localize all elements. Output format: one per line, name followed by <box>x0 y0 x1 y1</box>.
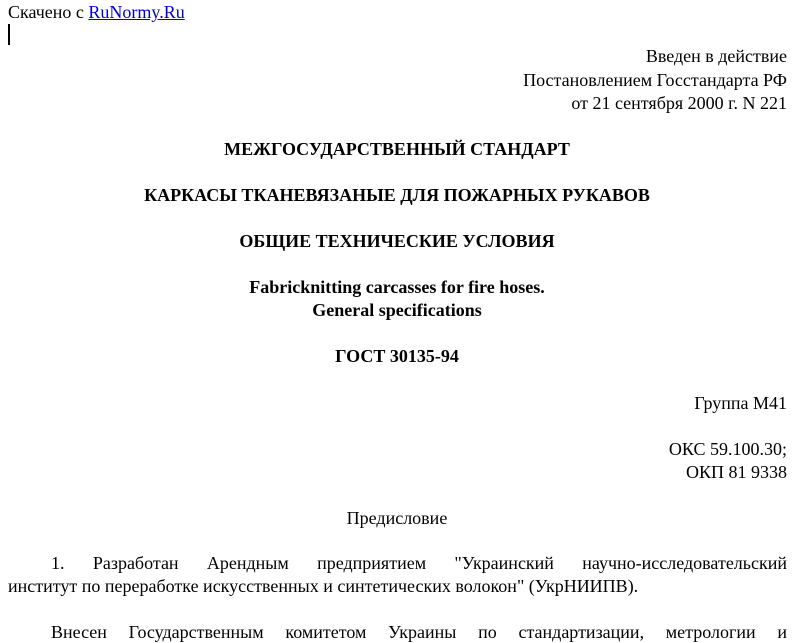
preface-paragraph-1-line-1: 1. Разработан Арендным предприятием "Украинский научно-исследовательский <box>51 553 787 573</box>
standard-type-heading: МЕЖГОСУДАРСТВЕННЫЙ СТАНДАРТ <box>224 139 570 159</box>
intro-line-2: Постановлением Госстандарта РФ <box>523 70 787 90</box>
source-link[interactable]: RuNormy.Ru <box>88 2 185 22</box>
source-prefix: Скачено с <box>8 2 89 22</box>
english-title-line-2: General specifications <box>312 300 482 320</box>
intro-line-1: Введен в действие <box>645 46 787 66</box>
okp-code: ОКП 81 9338 <box>685 462 787 482</box>
standard-code: ГОСТ 30135-94 <box>335 346 459 366</box>
intro-line-3: от 21 сентября 2000 г. N 221 <box>571 93 787 113</box>
standard-subtitle-heading: ОБЩИЕ ТЕХНИЧЕСКИЕ УСЛОВИЯ <box>239 231 555 251</box>
text-cursor <box>8 24 10 45</box>
preface-heading: Предисловие <box>346 508 448 528</box>
group-code: Группа М41 <box>694 393 787 413</box>
preface-paragraph-2-line-1: Внесен Государственным комитетом Украины по стандартизации, метрологии и <box>51 622 787 642</box>
oks-code: ОКС 59.100.30; <box>668 439 787 459</box>
preface-paragraph-1-line-2: институт по переработке искусственных и синтетических волокон" (УкрНИИПВ). <box>8 576 639 596</box>
standard-name-heading: КАРКАСЫ ТКАНЕВЯЗАНЫЕ ДЛЯ ПОЖАРНЫХ РУКАВОВ <box>144 185 650 205</box>
english-title-line-1: Fabricknitting carcasses for fire hoses. <box>249 277 545 297</box>
source-line <box>8 1 185 23</box>
